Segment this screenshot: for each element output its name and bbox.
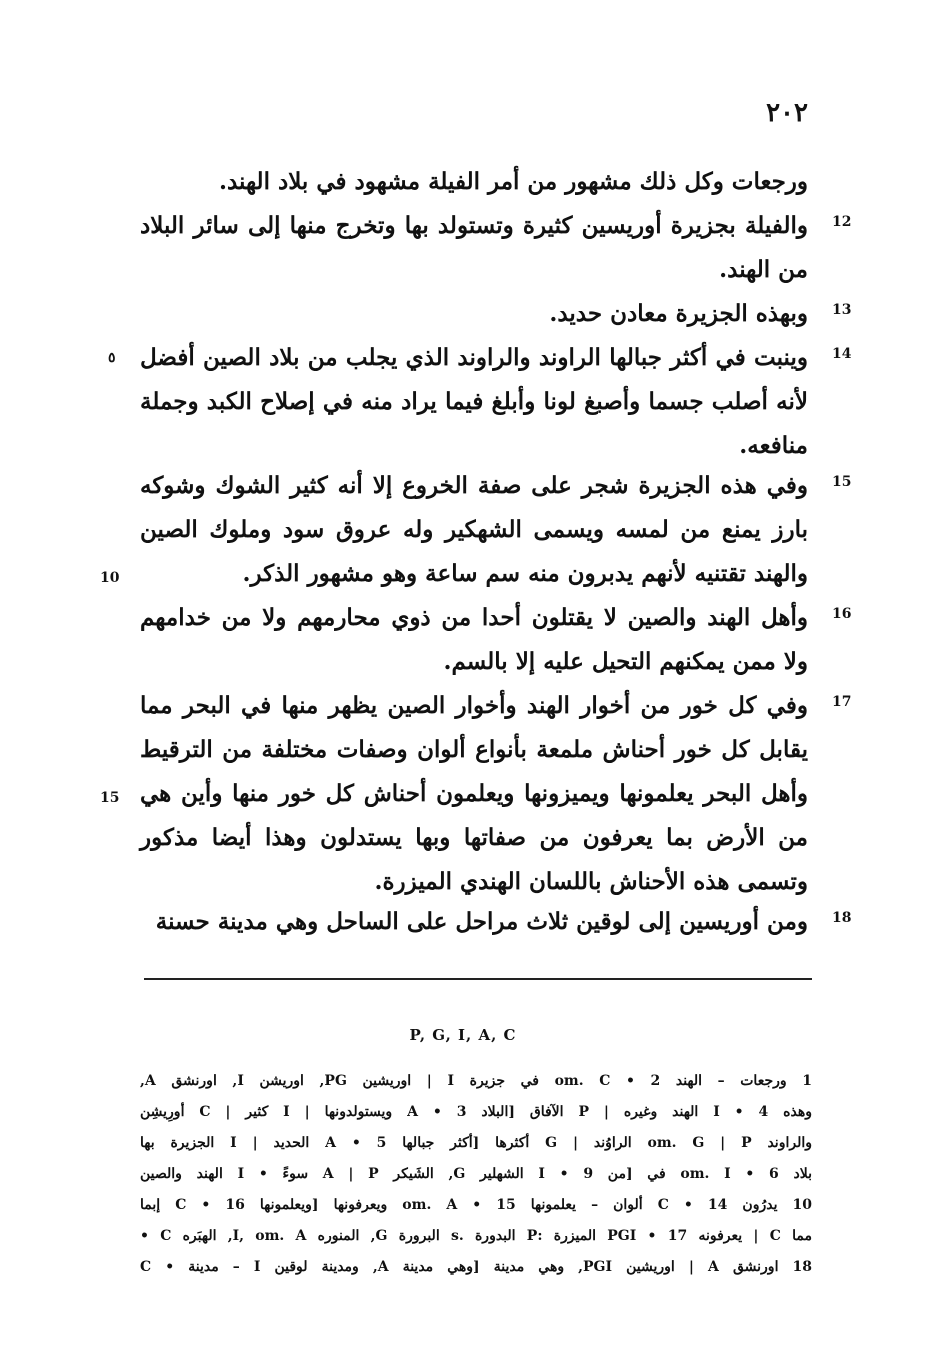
apparatus-line: مما C | يعرفونه PGI • 17 الميزرة :P البدورة .s البرورة G, المنوره I, om. A, الهبَره C •	[140, 1228, 812, 1244]
paragraph-text: وأهل الهند والصين لا يقتلون أحدا من ذوي محارمهم ولا من خدامهم ولا ممن يمكنهم التحيل عليه إلا بالسم.	[140, 604, 808, 675]
line-number-5: ٥	[108, 350, 116, 366]
paragraph-num-17: 17	[832, 694, 852, 710]
line-number-15: 15	[100, 790, 120, 806]
paragraph-12	[140, 204, 808, 292]
apparatus-line: وهذه 4 • I الهند وغيره | P الآفاق [البلاد 3 • A ويستولدونها | I كثير | C أورِيشِن	[140, 1104, 812, 1120]
apparatus-line: والراوند om. G | P الراوُند | G أكثرها [أكثر جبالها 5 • A الحديد | I الجزيرة بها	[140, 1135, 812, 1151]
paragraph-17	[140, 684, 808, 904]
paragraph-num-15: 15	[832, 474, 852, 490]
apparatus-line: 1 ورجعات – الهند om. C • 2 في جزيرة I | اوريشين PG, اوريشن I, اورنشق A,	[140, 1073, 812, 1089]
paragraph-18	[140, 900, 808, 944]
paragraph-16	[140, 596, 808, 684]
page-number: ٢٠٢	[766, 98, 808, 128]
paragraph-text: وفي كل خور من أخوار الهند وأخوار الصين يظهر منها في البحر مما يقابل كل خور أحناش ملمعة بأنواع ألوان وصفات مختلفة من الترقيط وأهل البحر يعلمونها ويميزونها ويعلمون أحناش كل خور منها وأين هي من الأرض بما يعرفون من صفاتها وبها يستدلون وهذا أيضا مذكور وتسمى هذه الأحناش باللسان الهندي الميزرة.	[140, 692, 808, 895]
paragraph-text: وفي هذه الجزيرة شجر على صفة الخروع إلا أنه كثير الشوك وشوكه بارز يمنع من لمسه ويسمى الشهكير وله عروق سود وملوك الصين والهند تقتنيه لأنهم يدبرون منه سم ساعة وهو مشهور الذكر.	[140, 472, 809, 587]
paragraph-text: وينبت في أكثر جبالها الراوند والراوند الذي يجلب من بلاد الصين أفضل لأنه أصلب جسما وأصبغ لونا وأبلغ فيما يراد منه في إصلاح الكبد وجملة منافعه.	[140, 344, 808, 459]
paragraph-num-18: 18	[832, 910, 852, 926]
apparatus-line: بلاد om. I • 6 في [من I • 9 الشهلير G, الشَيكر A | P سوءً • I الهند والصين	[140, 1166, 812, 1182]
paragraph-num-14: 14	[832, 346, 852, 362]
paragraph-text: ورجعات وكل ذلك مشهور من أمر الفيلة مشهود في بلاد الهند.	[218, 168, 808, 195]
paragraph-14	[140, 336, 808, 468]
critical-apparatus	[140, 1066, 812, 1283]
paragraph-0	[140, 160, 808, 204]
paragraph-num-13: 13	[832, 302, 852, 318]
paragraph-text: ومن أوريسين إلى لوقين ثلاث مراحل على الساحل وهي مدينة حسنة	[155, 908, 808, 935]
apparatus-line: 18 اورنشق A | اوريشين PGI, وهي مدينة [وهي مدينة A, ومدينة لوقين I – مدينة • C	[140, 1259, 812, 1275]
apparatus-line: 10 يدرُون C • 14 ألوان – يعلمونها om. A • 15 ويعرفونها [ويعلمونها C • 16 إبما	[140, 1197, 812, 1213]
manuscript-sigla: P, G, I, A, C	[409, 1026, 517, 1044]
paragraph-13	[140, 292, 808, 336]
paragraph-num-16: 16	[832, 606, 852, 622]
footnote-divider	[144, 978, 812, 980]
paragraph-text: والفيلة بجزيرة أوريسين كثيرة وتستولد بها وتخرج منها إلى سائر البلاد من الهند.	[140, 212, 808, 283]
paragraph-text: وبهذه الجزيرة معادن حديد.	[549, 300, 808, 327]
paragraph-num-12: 12	[832, 214, 852, 230]
line-number-10: 10	[100, 570, 120, 586]
paragraph-15	[140, 464, 808, 596]
